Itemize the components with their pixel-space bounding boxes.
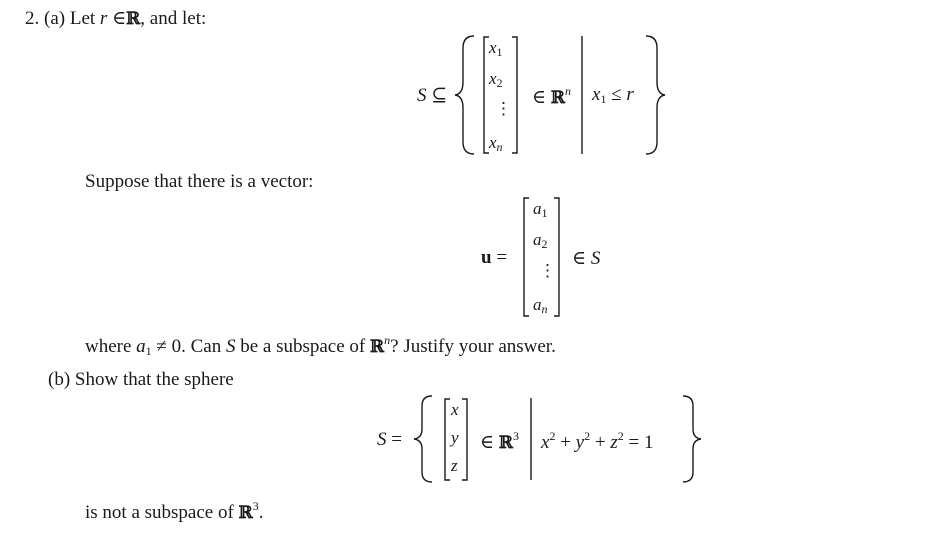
right-brace-set2 xyxy=(683,396,701,482)
problem-intro-line xyxy=(25,7,206,30)
reals-symbol: ℝ xyxy=(126,9,141,29)
set1-entry-vdots: ⋮ xyxy=(495,99,512,118)
suppose-sentence: Suppose that there is a vector: xyxy=(85,171,314,192)
part-b-label: (b) xyxy=(48,369,71,390)
set1-reals: ℝ xyxy=(550,88,565,108)
part-b-line xyxy=(48,369,234,391)
set2-entry-z: z xyxy=(451,456,458,475)
part-a-label: (a) xyxy=(44,8,66,29)
set1-subset-symbol: ⊆ xyxy=(431,85,448,106)
set1-entry-2: $x_2$ xyxy=(489,69,503,90)
intro-tail: , and let: xyxy=(140,8,207,29)
part-b-sentence: Show that the sphere xyxy=(74,369,234,390)
set1-member-symbol: ∈ xyxy=(532,87,547,108)
right-bracket-set1 xyxy=(512,37,517,153)
set2-entry-y: y xyxy=(451,428,459,447)
set1-entry-n: $x_n$ xyxy=(489,133,503,154)
left-bracket-u xyxy=(524,198,529,316)
set1-condition: $x_1 \le r$ xyxy=(592,84,634,106)
left-brace-set2 xyxy=(414,396,432,482)
member-symbol: ∈ xyxy=(112,8,127,29)
right-bracket-u xyxy=(554,198,559,316)
set1-lhs xyxy=(417,84,447,107)
right-brace-set1 xyxy=(646,36,665,154)
u-entry-2: $a_2$ xyxy=(533,230,548,251)
left-brace-set1 xyxy=(455,36,474,154)
set1-var-s: S xyxy=(417,85,427,106)
set2-condition: $x^2 + y^2 + z^2 = 1$ xyxy=(541,429,654,453)
set1-space xyxy=(532,84,571,109)
right-bracket-set2 xyxy=(462,399,467,480)
u-entry-vdots: ⋮ xyxy=(539,261,556,280)
part-a-question: where $a_1 \ne 0$. Can S be a subspace of ℝ$^n$? Justify your answer. xyxy=(85,333,556,358)
set2-space: ∈ ℝ$^3$ xyxy=(480,429,519,453)
vector-u-lhs xyxy=(481,247,507,269)
u-entry-1: $a_1$ xyxy=(533,199,548,220)
intro-lead: Let xyxy=(69,8,96,29)
left-bracket-set2 xyxy=(445,399,450,480)
part-b-conclusion: is not a subspace of ℝ$^3$. xyxy=(85,499,264,523)
set2-entry-x: x xyxy=(451,400,459,419)
vector-u-eq: = xyxy=(496,247,508,268)
set1-reals-exp: n xyxy=(564,84,571,98)
problem-number: 2. xyxy=(25,8,40,29)
set2-lhs: S = xyxy=(377,429,402,450)
u-entry-n: $a_n$ xyxy=(533,295,548,316)
vector-u: u xyxy=(481,247,492,268)
set1-entry-1: $x_1$ xyxy=(489,38,503,59)
vector-u-membership: ∈ S xyxy=(572,248,601,269)
var-r: r xyxy=(99,8,108,29)
